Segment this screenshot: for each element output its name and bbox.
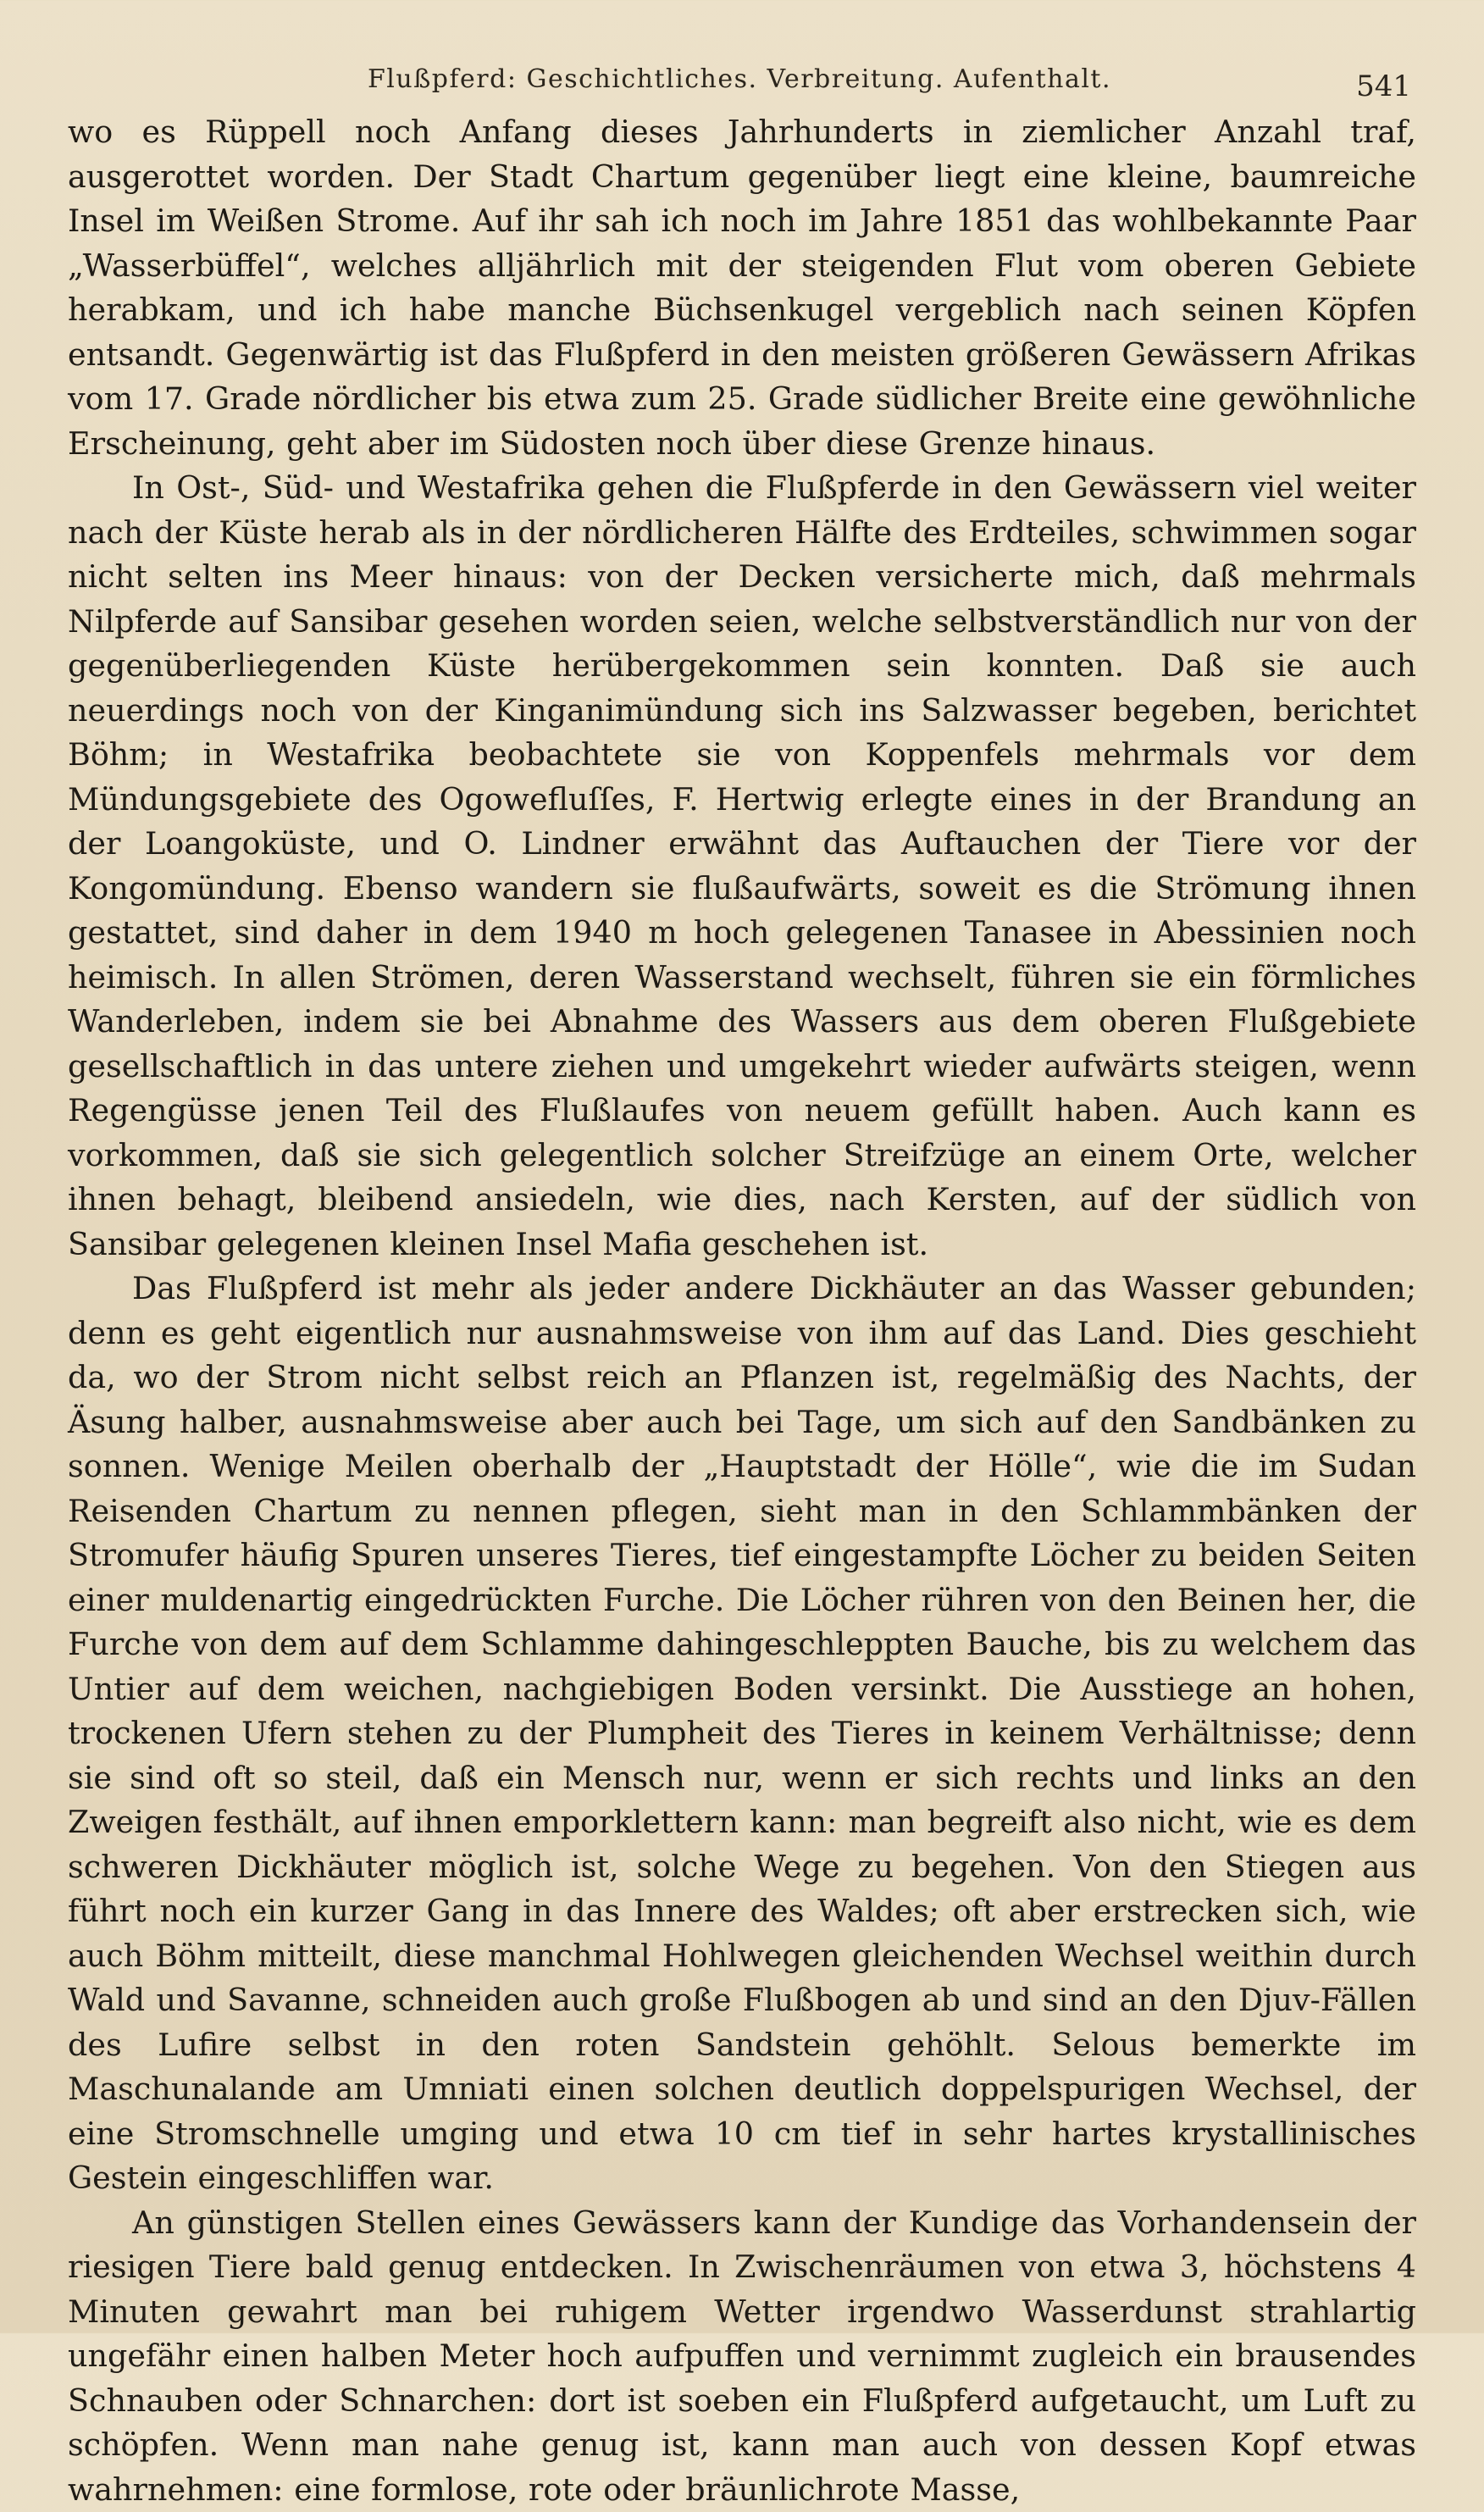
paragraph-distribution: In Ost-, Süd- und Westafrika gehen die Flußpferde in den Gewässern viel weiter nach der Küste herab als in der nördlicheren Hälfte des Erdteiles, schwimmen sogar nicht selten ins Meer hinaus: von der Decken versicherte mich, daß mehrmals Nilpferde auf Sansibar gesehen worden seien, welche selbstverständlich nur von der gegenüberliegenden Küste herübergekommen sein konnten. Daß sie auch neuerdings noch von der Kinganimündung sich ins Salzwasser begeben, berichtet Böhm; in Westafrika beobachtete sie von Koppenfels mehrmals vor dem Mündungsgebiete des Ogowefluſſes, F. Hertwig erlegte eines in der Brandung an der Loangoküste, und O. Lindner erwähnt das Auftauchen der Tiere vor der Kongomündung. Ebenso wandern sie flußaufwärts, soweit es die Strömung ihnen gestattet, sind daher in dem 1940 m hoch gelegenen Tanasee in Abessinien noch heimisch. In allen Strömen, deren Wasserstand wechselt, führen sie ein förmliches Wanderleben, indem sie bei Abnahme des Wassers aus dem oberen Flußgebiete gesellschaftlich in das untere ziehen und umgekehrt wieder aufwärts steigen, wenn Regengüsse jenen Teil des Flußlaufes von neuem gefüllt haben. Auch kann es vorkommen, daß sie sich gelegentlich solcher Streifzüge an einem Orte, welcher ihnen behagt, bleibend ansiedeln, wie dies, nach Kersten, auf der südlich von Sansibar gelegenen kleinen Insel Mafia geschehen ist. — [68, 466, 1416, 1267]
body-text — [68, 110, 1416, 2512]
running-head — [68, 59, 1411, 110]
paragraph-continuation: wo es Rüppell noch Anfang dieses Jahrhunderts in ziemlicher Anzahl traf, ausgerottet worden. Der Stadt Chartum gegenüber liegt eine kleine, baumreiche Insel im Weißen Strome. Auf ihr sah ich noch im Jahre 1851 das wohlbekannte Paar „Wasserbüffel“, welches alljährlich mit der steigenden Flut vom oberen Gebiete herabkam, und ich habe manche Büchsenkugel vergeblich nach seinen Köpfen entsandt. Gegenwärtig ist das Flußpferd in den meisten größeren Gewässern Afrikas vom 17. Grade nördlicher bis etwa zum 25. Grade südlicher Breite eine gewöhnliche Erscheinung, geht aber im Südosten noch über diese Grenze hinaus. — [68, 110, 1416, 466]
running-title: Flußpferd: Geschichtliches. Verbreitung. Aufenthalt. — [68, 64, 1411, 94]
paragraph-habitat: Das Flußpferd ist mehr als jeder andere Dickhäuter an das Wasser gebunden; denn es geht eigentlich nur ausnahmsweise von ihm auf das Land. Dies geschieht da, wo der Strom nicht selbst reich an Pflanzen ist, regelmäßig des Nachts, der Äsung halber, ausnahmsweise aber auch bei Tage, um sich auf den Sandbänken zu sonnen. Wenige Meilen oberhalb der „Hauptstadt der Hölle“, wie die im Sudan Reisenden Chartum zu nennen pflegen, sieht man in den Schlammbänken der Stromufer häufig Spuren unseres Tieres, tief eingestampfte Löcher zu beiden Seiten einer muldenartig eingedrückten Furche. Die Löcher rühren von den Beinen her, die Furche von dem auf dem Schlamme dahingeschleppten Bauche, bis zu welchem das Untier auf dem weichen, nachgiebigen Boden versinkt. Die Ausstiege an hohen, trockenen Ufern stehen zu der Plumpheit des Tieres in keinem Verhältnisse; denn sie sind oft so steil, daß ein Mensch nur, wenn er sich rechts und links an den Zweigen festhält, auf ihnen emporklettern kann: man begreift also nicht, wie es dem schweren Dickhäuter möglich ist, solche Wege zu begehen. Von den Stiegen aus führt noch ein kurzer Gang in das Innere des Waldes; oft aber erstrecken sich, wie auch Böhm mitteilt, diese manchmal Hohlwegen gleichenden Wechsel weithin durch Wald und Savanne, schneiden auch große Flußbogen ab und sind an den Djuv-Fällen des Lufire selbst in den roten Sandstein gehöhlt. Selous bemerkte im Maschunalande am Umniati einen solchen deutlich doppelspurigen Wechsel, der eine Stromschnelle umging und etwa 10 cm tief in sehr hartes krystallinisches Gestein eingeschliffen war. — [68, 1267, 1416, 2201]
paragraph-detection: An günstigen Stellen eines Gewässers kann der Kundige das Vorhandensein der riesigen Tiere bald genug entdecken. In Zwischenräumen von etwa 3, höchstens 4 Minuten gewahrt man bei ruhigem Wetter irgendwo Wasserdunst strahlartig ungefähr einen halben Meter hoch aufpuffen und vernimmt zugleich ein brausendes Schnauben oder Schnarchen: dort ist soeben ein Flußpferd aufgetaucht, um Luft zu schöpfen. Wenn man nahe genug ist, kann man auch von dessen Kopf etwas wahrnehmen: eine formlose, rote oder bräunlichrote Masse, — [68, 2201, 1416, 2512]
page-number: 541 — [1356, 69, 1411, 103]
